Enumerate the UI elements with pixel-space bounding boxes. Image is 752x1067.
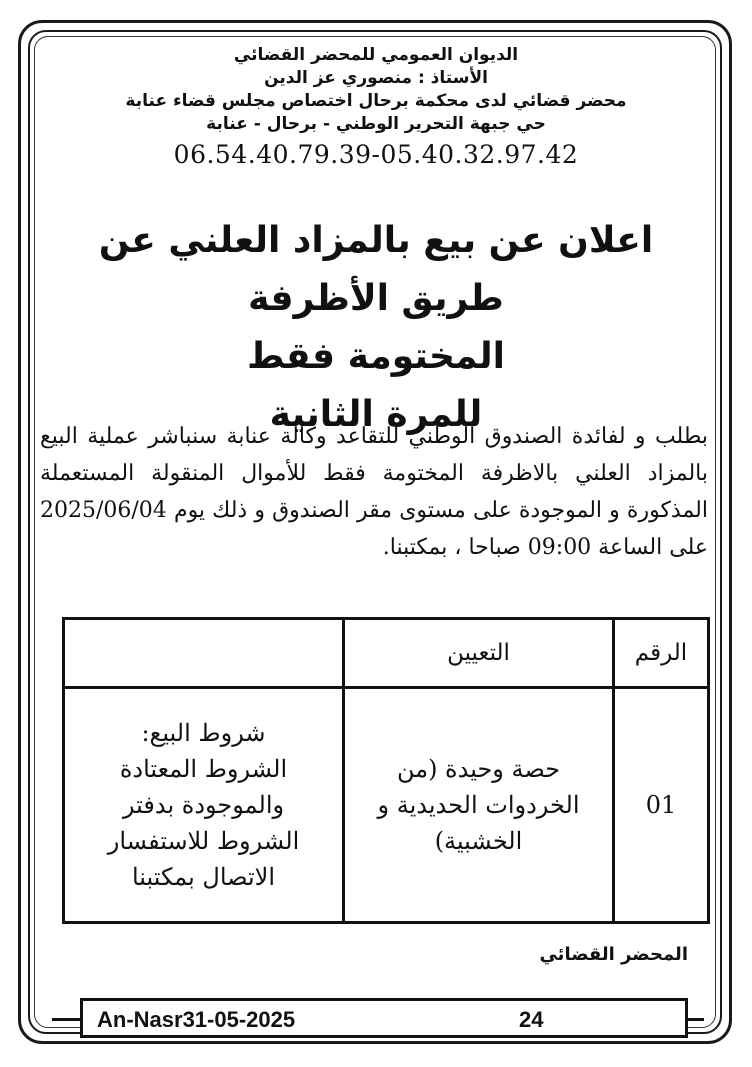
sale-conditions-title: شروط البيع: [141,719,266,747]
header-designation: التعيين [344,619,614,688]
page-number: 24 [519,1007,544,1032]
header-number: الرقم [614,619,709,688]
bailiff-name: الأستاذ : منصوري عز الدين [264,68,488,88]
announcement-body: بطلب و لفائدة الصندوق الوطني للتقاعد وكالة عنابة سنباشر عملية البيع بالمزاد العلني بالاظرفة المختومة فقط للأموال المنقولة المستعملة المذكورة و الموجودة على مستوى مقر الصندوق و ذلك يوم 2025/06/04 على الساعة 09:00 صباحا ، بمكتبنا. [40,424,708,560]
lot-number: 01 [614,688,709,923]
sale-conditions-text: الشروط المعتادة والموجودة بدفتر الشروط للاستفسار الاتصال بمكتبنا [107,755,300,891]
table-header-row [64,619,709,688]
sale-conditions-block [66,715,341,895]
announcement-title [44,212,708,444]
letterhead [60,44,692,172]
header-conditions [64,619,344,688]
phone-numbers: 06.54.40.79.39-05.40.32.97.42 [173,140,579,169]
footer-box [80,998,688,1038]
court-jurisdiction: محضر قضائي لدى محكمة برحال اختصاص مجلس قضاء عنابة [125,91,627,111]
title-line-2: المختومة فقط [247,336,505,377]
title-line-1: اعلان عن بيع بالمزاد العلني عن طريق الأظرفة [98,220,654,319]
lot-designation [344,688,614,923]
table-row [64,688,709,923]
sale-conditions [64,688,344,923]
lot-designation-text: حصة وحيدة (من الخردوات الحديدية و الخشبية) [377,755,580,855]
office-address: حي جبهة التحرير الوطني - برحال - عنابة [206,114,546,134]
signature: المحضر القضائي [539,944,688,965]
lots-table [62,617,710,924]
title-line-3: للمرة الثانية [269,394,483,435]
publication-date: An-Nasr31-05-2025 [97,1007,296,1032]
office-name: الديوان العمومي للمحضر القضائي [233,45,519,65]
